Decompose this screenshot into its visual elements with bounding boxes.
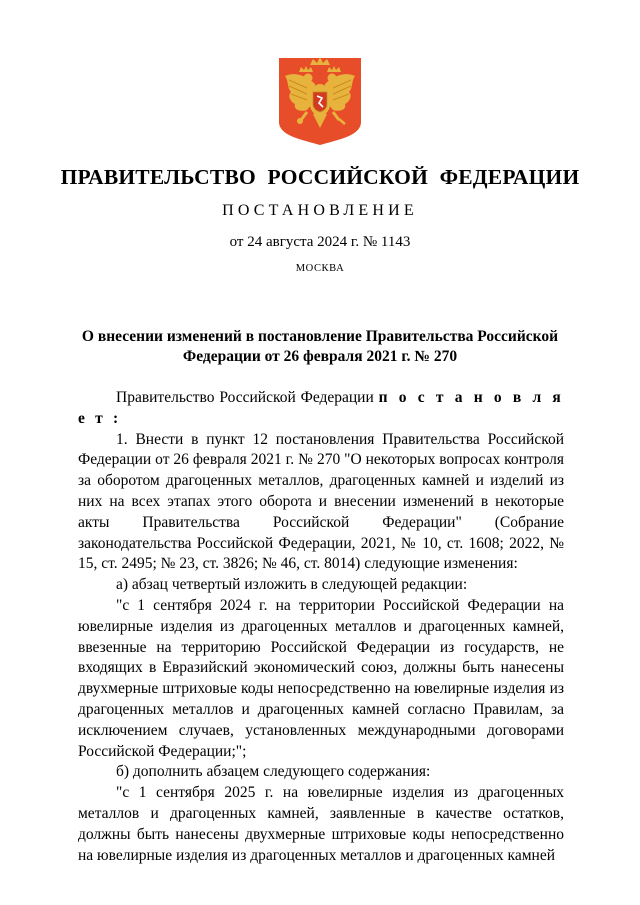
document-title: О внесении изменений в постановление Правительства Российской Федерации от 26 февраля 2021 г. № 270	[81, 328, 559, 365]
paragraph-b: б) дополнить абзацем следующего содержания:	[116, 763, 431, 781]
intro-text: Правительство Российской Федерации	[116, 389, 379, 406]
paragraph-a-quote: "с 1 сентября 2024 г. на территории Российской Федерации на ювелирные изделия из драгоценных металлов и драгоценных камней, ввезенные на территорию Российской Федерации из государств, не входящих в Евразийский экономический союз, должны быть нанесены двухмерные штриховые коды непосредственно на ювелирные изделия из драгоценных металлов и драгоценных камней согласно Правилам, за исключением случаев, установленных международными договорами Российской Федерации;";	[78, 596, 564, 760]
government-name: ПРАВИТЕЛЬСТВО РОССИЙСКОЙ ФЕДЕРАЦИИ	[60, 165, 580, 189]
russian-coat-of-arms-icon	[277, 56, 363, 146]
paragraph-1: 1. Внести в пункт 12 постановления Правительства Российской Федерации от 26 февраля 2021 г. № 270 "О некоторых вопросах контроля за оборотом драгоценных металлов, драгоценных камней и изделий из них на всех этапах этого оборота и внесении изменений в некоторые акты Правительства Российской Федерации" (Собрание законодательства Российской Федерации, 2021, № 10, ст. 1608; 2022, № 15, ст. 2495; № 23, ст. 3826; № 46, ст. 8014) следующие изменения:	[78, 430, 564, 573]
coat-of-arms-emblem	[277, 56, 363, 146]
paragraph-b-quote: "с 1 сентября 2025 г. на ювелирные изделия из драгоценных металлов и драгоценных камней, заявленные в качестве остатков, должны быть нанесены двухмерные штриховые коды непосредственно на ювелирные изделия из драгоценных металлов и драгоценных камней	[78, 784, 564, 864]
document-date-number: от 24 августа 2024 г. № 1143	[229, 234, 411, 250]
document-body	[78, 388, 564, 866]
intro-paragraph	[78, 388, 564, 430]
document-city: МОСКВА	[295, 263, 345, 274]
decree-verb: п о с т а н о в л я е т :	[78, 389, 564, 427]
document-type: ПОСТАНОВЛЕНИЕ	[222, 202, 418, 219]
paragraph-a: а) абзац четвертый изложить в следующей редакции:	[116, 576, 468, 594]
